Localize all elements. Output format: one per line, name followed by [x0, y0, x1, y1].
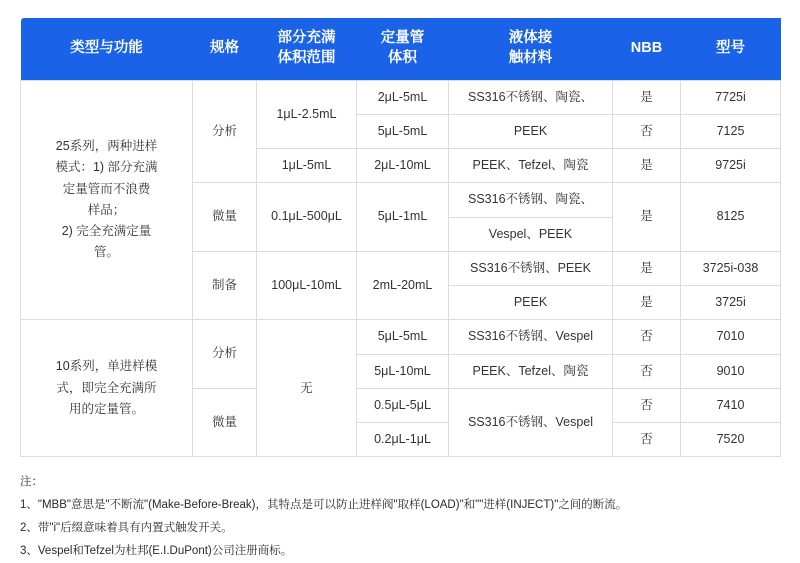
nbb-cell: 否: [613, 354, 681, 388]
note-item: 2、带"i"后缀意味着具有内置式触发开关。: [20, 522, 233, 535]
nbb-cell: 否: [613, 423, 681, 457]
header-partial-volume-range: [257, 18, 357, 80]
type-line: 管。: [93, 245, 119, 260]
model-cell: 9725i: [681, 149, 781, 183]
header-nbb: NBB: [613, 18, 681, 80]
type-cell-25-series: [21, 80, 193, 320]
type-line: 用的定量管。: [68, 401, 144, 416]
material-cell: SS316不锈钢、陶瓷、: [449, 183, 613, 217]
type-line: 25系列，两种进样: [55, 139, 158, 154]
model-cell: 7010: [681, 320, 781, 354]
type-cell-10-series: [21, 320, 193, 457]
loop-cell: 2mL-20mL: [357, 251, 449, 320]
header-wetted-material: [449, 18, 613, 80]
material-cell: SS316不锈钢、Vespel: [449, 320, 613, 354]
nbb-cell: 是: [613, 251, 681, 285]
model-cell: 7520: [681, 423, 781, 457]
nbb-cell: 否: [613, 114, 681, 148]
loop-cell: 2μL-10mL: [357, 149, 449, 183]
type-line: 式，即完全充满所: [56, 380, 157, 395]
model-cell: 9010: [681, 354, 781, 388]
header-partial-volume-range-line1: 部分充满: [277, 30, 336, 47]
table-row: [21, 80, 781, 114]
range-cell: 0.1μL-500μL: [257, 183, 357, 252]
type-line: 2) 完全充满定量: [61, 224, 152, 239]
nbb-cell: 否: [613, 388, 681, 422]
loop-cell: 5μL-5mL: [357, 320, 449, 354]
header-loop-volume-line2: 体积: [388, 49, 417, 66]
header-row: [21, 18, 781, 80]
range-cell-none: 无: [257, 320, 357, 457]
model-cell: 7725i: [681, 80, 781, 114]
material-cell: SS316不锈钢、PEEK: [449, 251, 613, 285]
nbb-cell: 是: [613, 183, 681, 252]
loop-cell: 5μL-1mL: [357, 183, 449, 252]
material-cell: PEEK、Tefzel、陶瓷: [449, 149, 613, 183]
type-line: 10系列，单进样模: [55, 359, 158, 374]
spec-cell-micro: 微量: [193, 388, 257, 457]
table-header: [21, 18, 781, 80]
material-cell: SS316不锈钢、陶瓷、: [449, 80, 613, 114]
spec-cell-micro: 微量: [193, 183, 257, 252]
note-item: 1、"MBB"意思是"不断流"(Make-Before-Break)，其特点是可以防止进样阀"取样(LOAD)"和""进样(INJECT)"之间的断流。: [20, 499, 628, 512]
header-loop-volume-line1: 定量管: [380, 30, 425, 47]
range-cell: 100μL-10mL: [257, 251, 357, 320]
loop-cell: 2μL-5mL: [357, 80, 449, 114]
nbb-cell: 是: [613, 286, 681, 320]
type-line: 定量管而不浪费: [62, 181, 151, 196]
nbb-cell: 是: [613, 149, 681, 183]
model-cell: 3725i-038: [681, 251, 781, 285]
table-body: [21, 80, 781, 457]
loop-cell: 0.2μL-1μL: [357, 423, 449, 457]
nbb-cell: 是: [613, 80, 681, 114]
range-cell: 1μL-2.5mL: [257, 80, 357, 149]
nbb-cell: 否: [613, 320, 681, 354]
header-wetted-material-line2: 触材料: [508, 49, 553, 66]
loop-cell: 0.5μL-5μL: [357, 388, 449, 422]
header-loop-volume: [357, 18, 449, 80]
specification-table: [20, 18, 781, 457]
table-row: [21, 320, 781, 354]
header-spec: 规格: [193, 18, 257, 80]
material-cell: PEEK、Tefzel、陶瓷: [449, 354, 613, 388]
range-cell: 1μL-5mL: [257, 149, 357, 183]
model-cell: 8125: [681, 183, 781, 252]
header-partial-volume-range-line2: 体积范围: [277, 49, 336, 66]
model-cell: 7410: [681, 388, 781, 422]
spec-cell-analytical: 分析: [193, 320, 257, 389]
model-cell: 7125: [681, 114, 781, 148]
loop-cell: 5μL-5mL: [357, 114, 449, 148]
header-type-function: 类型与功能: [21, 18, 193, 80]
material-cell: PEEK: [449, 114, 613, 148]
loop-cell: 5μL-10mL: [357, 354, 449, 388]
spec-cell-preparative: 制备: [193, 251, 257, 320]
material-cell: PEEK: [449, 286, 613, 320]
notes-title: 注：: [20, 476, 43, 489]
material-cell: Vespel、PEEK: [449, 217, 613, 251]
material-cell: SS316不锈钢、Vespel: [449, 388, 613, 457]
type-line: 样品；: [87, 202, 126, 217]
model-cell: 3725i: [681, 286, 781, 320]
note-item: 3、Vespel和Tefzel为杜邦(E.I.DuPont)公司注册商标。: [20, 545, 293, 558]
spec-cell-analytical: 分析: [193, 80, 257, 183]
notes-section: [20, 471, 780, 563]
type-line: 模式：1) 部分充满: [55, 160, 158, 175]
header-model: 型号: [681, 18, 781, 80]
header-wetted-material-line1: 液体接: [508, 30, 553, 47]
